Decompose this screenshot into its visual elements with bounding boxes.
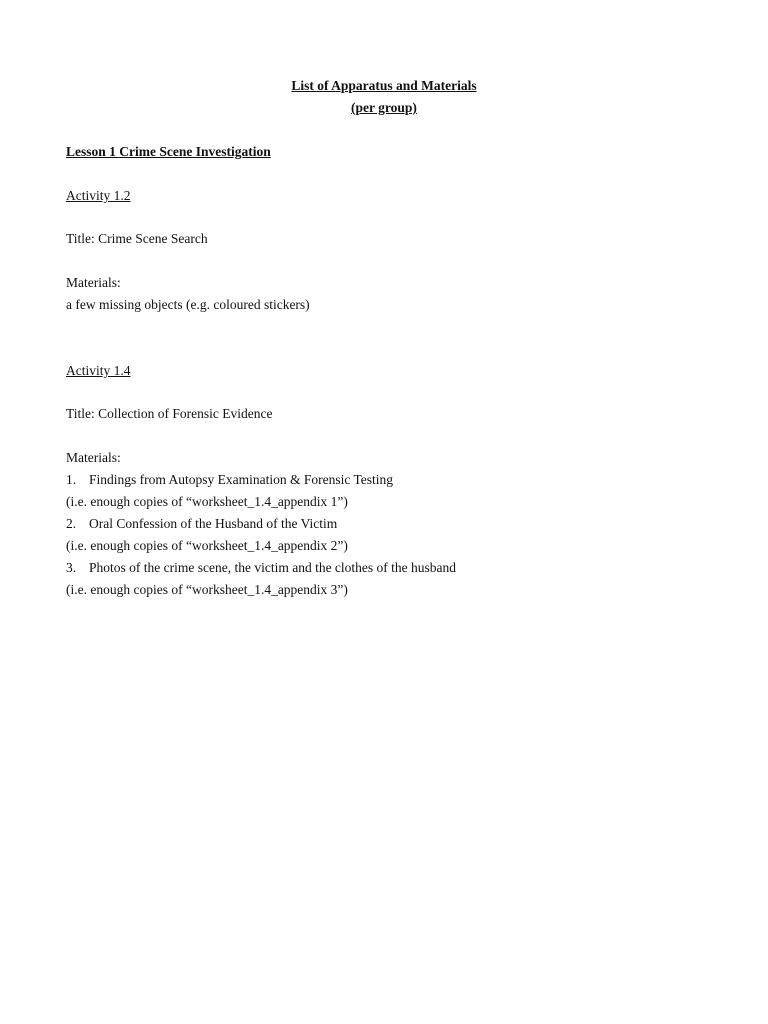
activity-1-2-title: Title: Crime Scene Search bbox=[66, 231, 208, 246]
document-title: List of Apparatus and Materials bbox=[291, 78, 477, 93]
activity-1-2-materials-label: Materials: bbox=[66, 275, 121, 290]
list-item-note: (i.e. enough copies of “worksheet_1.4_appendix 3”) bbox=[66, 582, 348, 597]
activity-1-2-materials: a few missing objects (e.g. coloured stickers) bbox=[66, 297, 310, 312]
list-item bbox=[66, 559, 456, 577]
list-item-number: 1. bbox=[66, 472, 77, 487]
list-item-note: (i.e. enough copies of “worksheet_1.4_appendix 1”) bbox=[66, 494, 348, 509]
activity-1-4-title: Title: Collection of Forensic Evidence bbox=[66, 406, 273, 421]
activity-1-2-label: Activity 1.2 bbox=[66, 188, 131, 203]
list-item-text: Photos of the crime scene, the victim and the clothes of the husband bbox=[89, 560, 457, 575]
list-item bbox=[66, 515, 337, 533]
list-item-number: 3. bbox=[66, 560, 77, 575]
document-subtitle: (per group) bbox=[351, 100, 417, 115]
list-item-text: Findings from Autopsy Examination & Forensic Testing bbox=[89, 472, 394, 487]
list-item-text: Oral Confession of the Husband of the Victim bbox=[89, 516, 338, 531]
lesson-heading: Lesson 1 Crime Scene Investigation bbox=[66, 144, 271, 159]
activity-1-4-materials-label: Materials: bbox=[66, 450, 121, 465]
activity-1-4-label: Activity 1.4 bbox=[66, 363, 131, 378]
list-item bbox=[66, 471, 393, 489]
list-item-number: 2. bbox=[66, 516, 77, 531]
list-item-note: (i.e. enough copies of “worksheet_1.4_appendix 2”) bbox=[66, 538, 348, 553]
